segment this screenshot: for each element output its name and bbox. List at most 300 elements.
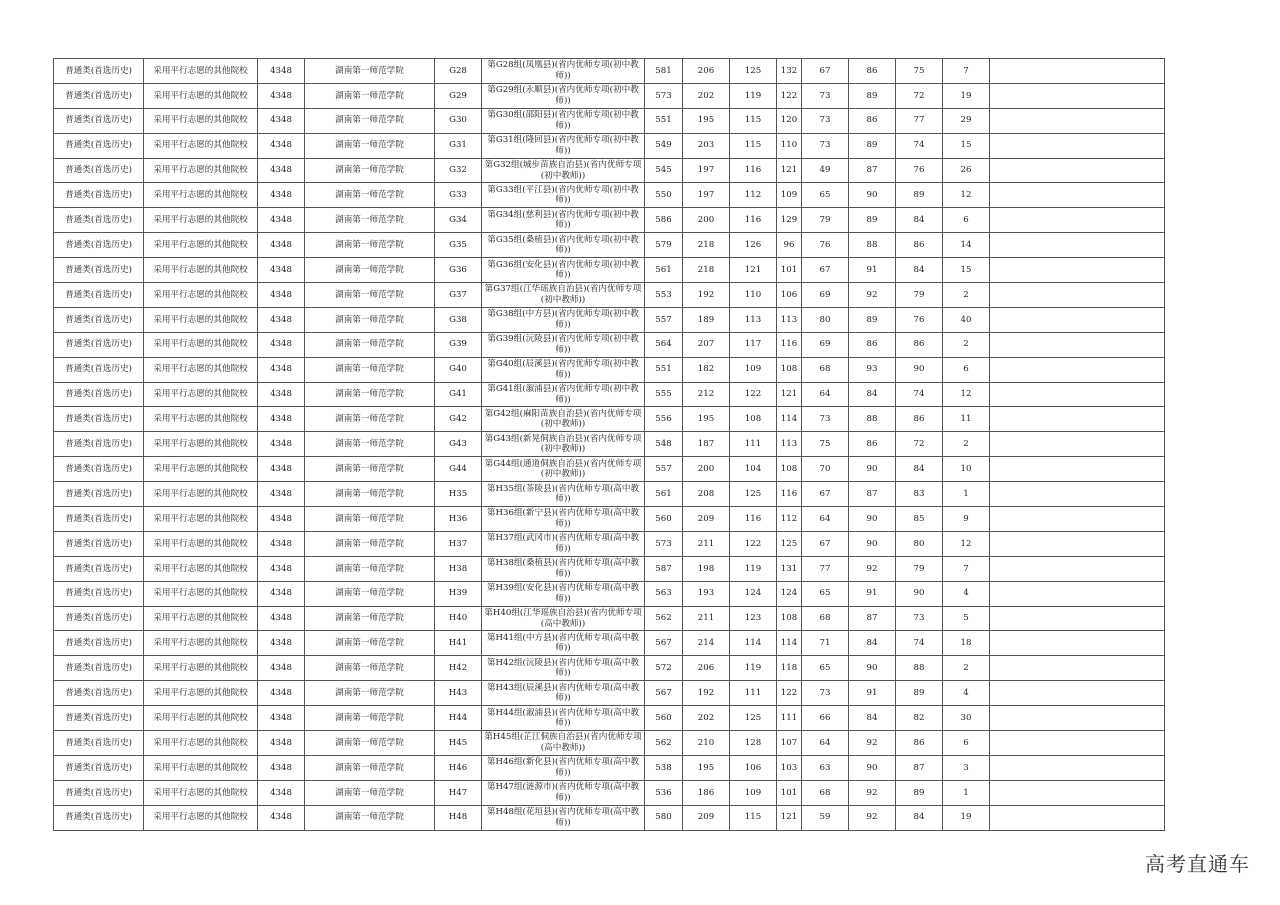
score-col-c-cell: 121: [777, 382, 802, 407]
score-col-e-cell: 90: [849, 507, 896, 532]
school-name-cell: 湖南第一师范学院: [305, 556, 435, 581]
table-row: [54, 183, 1165, 208]
group-name-cell: 第G33组(平江县)(省内优师专项(初中教师)): [482, 183, 645, 208]
school-name-cell: 湖南第一师范学院: [305, 531, 435, 556]
category-cell: 普通类(首选历史): [54, 133, 144, 158]
score-col-a-cell: 200: [683, 457, 730, 482]
count-cell: 9: [943, 507, 990, 532]
batch-cell: 采用平行志愿的其他院校: [144, 382, 258, 407]
category-cell: 普通类(首选历史): [54, 183, 144, 208]
school-code-cell: 4348: [258, 457, 305, 482]
score-col-f-cell: 89: [896, 183, 943, 208]
batch-cell: 采用平行志愿的其他院校: [144, 805, 258, 830]
remark-cell: [990, 357, 1165, 382]
table-row: [54, 332, 1165, 357]
table-row: [54, 258, 1165, 283]
score-col-d-cell: 73: [802, 407, 849, 432]
table-row: [54, 805, 1165, 830]
score-col-f-cell: 80: [896, 531, 943, 556]
category-cell: 普通类(首选历史): [54, 656, 144, 681]
score-col-f-cell: 72: [896, 83, 943, 108]
table-row: [54, 208, 1165, 233]
group-code-cell: H42: [435, 656, 482, 681]
school-name-cell: 湖南第一师范学院: [305, 407, 435, 432]
batch-cell: 采用平行志愿的其他院校: [144, 606, 258, 631]
count-cell: 2: [943, 332, 990, 357]
max-score-cell: 560: [645, 706, 683, 731]
group-code-cell: G34: [435, 208, 482, 233]
school-name-cell: 湖南第一师范学院: [305, 357, 435, 382]
score-col-b-cell: 124: [730, 581, 777, 606]
score-col-c-cell: 113: [777, 307, 802, 332]
group-name-cell: 第H37组(武冈市)(省内优师专项(高中教师)): [482, 531, 645, 556]
score-col-f-cell: 86: [896, 233, 943, 258]
score-col-b-cell: 119: [730, 556, 777, 581]
school-name-cell: 湖南第一师范学院: [305, 457, 435, 482]
table-row: [54, 581, 1165, 606]
score-col-e-cell: 84: [849, 706, 896, 731]
school-name-cell: 湖南第一师范学院: [305, 133, 435, 158]
group-name-cell: 第H48组(花垣县)(省内优师专项(高中教师)): [482, 805, 645, 830]
score-col-a-cell: 211: [683, 606, 730, 631]
score-col-e-cell: 86: [849, 332, 896, 357]
category-cell: 普通类(首选历史): [54, 208, 144, 233]
batch-cell: 采用平行志愿的其他院校: [144, 631, 258, 656]
group-code-cell: G40: [435, 357, 482, 382]
score-col-d-cell: 73: [802, 681, 849, 706]
score-col-a-cell: 212: [683, 382, 730, 407]
score-col-b-cell: 106: [730, 755, 777, 780]
count-cell: 1: [943, 482, 990, 507]
max-score-cell: 562: [645, 606, 683, 631]
score-col-c-cell: 125: [777, 531, 802, 556]
max-score-cell: 561: [645, 258, 683, 283]
score-col-a-cell: 209: [683, 805, 730, 830]
score-col-f-cell: 86: [896, 731, 943, 756]
max-score-cell: 572: [645, 656, 683, 681]
count-cell: 7: [943, 556, 990, 581]
score-col-a-cell: 195: [683, 108, 730, 133]
score-col-f-cell: 76: [896, 307, 943, 332]
score-col-c-cell: 118: [777, 656, 802, 681]
school-name-cell: 湖南第一师范学院: [305, 59, 435, 84]
score-col-f-cell: 86: [896, 407, 943, 432]
score-col-d-cell: 80: [802, 307, 849, 332]
max-score-cell: 536: [645, 780, 683, 805]
score-col-c-cell: 101: [777, 780, 802, 805]
count-cell: 26: [943, 158, 990, 183]
school-name-cell: 湖南第一师范学院: [305, 805, 435, 830]
score-col-b-cell: 123: [730, 606, 777, 631]
score-col-c-cell: 122: [777, 681, 802, 706]
school-name-cell: 湖南第一师范学院: [305, 158, 435, 183]
score-col-d-cell: 49: [802, 158, 849, 183]
batch-cell: 采用平行志愿的其他院校: [144, 258, 258, 283]
score-col-b-cell: 112: [730, 183, 777, 208]
group-code-cell: H43: [435, 681, 482, 706]
score-col-d-cell: 64: [802, 382, 849, 407]
score-col-f-cell: 84: [896, 805, 943, 830]
score-col-e-cell: 90: [849, 656, 896, 681]
table-row: [54, 656, 1165, 681]
max-score-cell: 548: [645, 432, 683, 457]
max-score-cell: 573: [645, 531, 683, 556]
school-name-cell: 湖南第一师范学院: [305, 656, 435, 681]
remark-cell: [990, 208, 1165, 233]
category-cell: 普通类(首选历史): [54, 357, 144, 382]
group-name-cell: 第G29组(永顺县)(省内优师专项(初中教师)): [482, 83, 645, 108]
score-col-b-cell: 126: [730, 233, 777, 258]
school-code-cell: 4348: [258, 108, 305, 133]
category-cell: 普通类(首选历史): [54, 631, 144, 656]
max-score-cell: 560: [645, 507, 683, 532]
school-code-cell: 4348: [258, 482, 305, 507]
score-col-d-cell: 68: [802, 606, 849, 631]
score-col-d-cell: 76: [802, 233, 849, 258]
batch-cell: 采用平行志愿的其他院校: [144, 755, 258, 780]
category-cell: 普通类(首选历史): [54, 780, 144, 805]
score-col-c-cell: 108: [777, 606, 802, 631]
batch-cell: 采用平行志愿的其他院校: [144, 233, 258, 258]
count-cell: 1: [943, 780, 990, 805]
score-col-e-cell: 93: [849, 357, 896, 382]
school-code-cell: 4348: [258, 606, 305, 631]
score-col-d-cell: 65: [802, 656, 849, 681]
group-code-cell: H47: [435, 780, 482, 805]
category-cell: 普通类(首选历史): [54, 258, 144, 283]
group-name-cell: 第G40组(辰溪县)(省内优师专项(初中教师)): [482, 357, 645, 382]
score-col-c-cell: 131: [777, 556, 802, 581]
group-name-cell: 第H46组(新化县)(省内优师专项(高中教师)): [482, 755, 645, 780]
score-col-d-cell: 69: [802, 332, 849, 357]
school-code-cell: 4348: [258, 407, 305, 432]
remark-cell: [990, 556, 1165, 581]
school-code-cell: 4348: [258, 780, 305, 805]
score-col-e-cell: 88: [849, 407, 896, 432]
score-col-f-cell: 72: [896, 432, 943, 457]
score-col-b-cell: 119: [730, 656, 777, 681]
score-col-f-cell: 84: [896, 457, 943, 482]
category-cell: 普通类(首选历史): [54, 332, 144, 357]
school-code-cell: 4348: [258, 706, 305, 731]
table-row: [54, 283, 1165, 308]
count-cell: 2: [943, 432, 990, 457]
score-col-d-cell: 65: [802, 581, 849, 606]
count-cell: 7: [943, 59, 990, 84]
school-code-cell: 4348: [258, 531, 305, 556]
score-col-d-cell: 70: [802, 457, 849, 482]
score-col-e-cell: 87: [849, 606, 896, 631]
score-col-a-cell: 195: [683, 407, 730, 432]
table-row: [54, 556, 1165, 581]
score-col-a-cell: 206: [683, 59, 730, 84]
school-code-cell: 4348: [258, 258, 305, 283]
score-col-c-cell: 122: [777, 83, 802, 108]
batch-cell: 采用平行志愿的其他院校: [144, 283, 258, 308]
count-cell: 4: [943, 581, 990, 606]
score-col-e-cell: 87: [849, 482, 896, 507]
remark-cell: [990, 631, 1165, 656]
score-col-a-cell: 193: [683, 581, 730, 606]
count-cell: 29: [943, 108, 990, 133]
count-cell: 6: [943, 208, 990, 233]
batch-cell: 采用平行志愿的其他院校: [144, 108, 258, 133]
score-col-c-cell: 108: [777, 357, 802, 382]
admission-score-table: [53, 58, 1165, 831]
category-cell: 普通类(首选历史): [54, 482, 144, 507]
score-col-c-cell: 107: [777, 731, 802, 756]
score-col-a-cell: 197: [683, 158, 730, 183]
score-col-e-cell: 86: [849, 108, 896, 133]
count-cell: 30: [943, 706, 990, 731]
count-cell: 12: [943, 382, 990, 407]
batch-cell: 采用平行志愿的其他院校: [144, 307, 258, 332]
group-name-cell: 第G35组(桑植县)(省内优师专项(初中教师)): [482, 233, 645, 258]
category-cell: 普通类(首选历史): [54, 407, 144, 432]
score-col-b-cell: 116: [730, 208, 777, 233]
group-name-cell: 第G30组(邵阳县)(省内优师专项(初中教师)): [482, 108, 645, 133]
score-col-d-cell: 64: [802, 507, 849, 532]
category-cell: 普通类(首选历史): [54, 556, 144, 581]
table-row: [54, 780, 1165, 805]
max-score-cell: 545: [645, 158, 683, 183]
category-cell: 普通类(首选历史): [54, 59, 144, 84]
group-name-cell: 第G31组(隆回县)(省内优师专项(初中教师)): [482, 133, 645, 158]
score-col-e-cell: 92: [849, 780, 896, 805]
table-row: [54, 233, 1165, 258]
category-cell: 普通类(首选历史): [54, 233, 144, 258]
score-col-b-cell: 114: [730, 631, 777, 656]
score-col-d-cell: 68: [802, 780, 849, 805]
table-row: [54, 606, 1165, 631]
table-row: [54, 83, 1165, 108]
count-cell: 3: [943, 755, 990, 780]
score-col-e-cell: 92: [849, 805, 896, 830]
table-row: [54, 755, 1165, 780]
remark-cell: [990, 108, 1165, 133]
score-col-a-cell: 218: [683, 233, 730, 258]
school-name-cell: 湖南第一师范学院: [305, 780, 435, 805]
count-cell: 11: [943, 407, 990, 432]
score-col-c-cell: 116: [777, 482, 802, 507]
table-row: [54, 357, 1165, 382]
count-cell: 14: [943, 233, 990, 258]
score-col-a-cell: 218: [683, 258, 730, 283]
score-col-b-cell: 116: [730, 507, 777, 532]
batch-cell: 采用平行志愿的其他院校: [144, 332, 258, 357]
category-cell: 普通类(首选历史): [54, 681, 144, 706]
count-cell: 4: [943, 681, 990, 706]
score-col-b-cell: 111: [730, 432, 777, 457]
remark-cell: [990, 133, 1165, 158]
score-col-a-cell: 211: [683, 531, 730, 556]
score-col-e-cell: 87: [849, 158, 896, 183]
score-col-d-cell: 68: [802, 357, 849, 382]
score-col-f-cell: 87: [896, 755, 943, 780]
category-cell: 普通类(首选历史): [54, 382, 144, 407]
score-col-e-cell: 92: [849, 556, 896, 581]
score-col-c-cell: 109: [777, 183, 802, 208]
school-name-cell: 湖南第一师范学院: [305, 731, 435, 756]
score-col-f-cell: 85: [896, 507, 943, 532]
score-col-f-cell: 77: [896, 108, 943, 133]
score-col-f-cell: 75: [896, 59, 943, 84]
remark-cell: [990, 233, 1165, 258]
school-code-cell: 4348: [258, 556, 305, 581]
remark-cell: [990, 83, 1165, 108]
batch-cell: 采用平行志愿的其他院校: [144, 158, 258, 183]
group-code-cell: G44: [435, 457, 482, 482]
group-code-cell: G30: [435, 108, 482, 133]
score-col-e-cell: 89: [849, 208, 896, 233]
score-col-f-cell: 74: [896, 631, 943, 656]
category-cell: 普通类(首选历史): [54, 805, 144, 830]
score-col-e-cell: 90: [849, 755, 896, 780]
group-code-cell: G41: [435, 382, 482, 407]
score-col-a-cell: 207: [683, 332, 730, 357]
score-col-a-cell: 189: [683, 307, 730, 332]
score-col-f-cell: 74: [896, 382, 943, 407]
count-cell: 15: [943, 133, 990, 158]
group-name-cell: 第G39组(沅陵县)(省内优师专项(初中教师)): [482, 332, 645, 357]
score-col-a-cell: 209: [683, 507, 730, 532]
score-col-e-cell: 91: [849, 258, 896, 283]
remark-cell: [990, 59, 1165, 84]
school-name-cell: 湖南第一师范学院: [305, 283, 435, 308]
score-col-c-cell: 129: [777, 208, 802, 233]
score-col-b-cell: 108: [730, 407, 777, 432]
category-cell: 普通类(首选历史): [54, 432, 144, 457]
score-col-e-cell: 89: [849, 307, 896, 332]
count-cell: 2: [943, 283, 990, 308]
school-code-cell: 4348: [258, 357, 305, 382]
group-name-cell: 第G42组(麻阳苗族自治县)(省内优师专项(初中教师)): [482, 407, 645, 432]
group-code-cell: H45: [435, 731, 482, 756]
score-col-d-cell: 59: [802, 805, 849, 830]
score-col-d-cell: 66: [802, 706, 849, 731]
batch-cell: 采用平行志愿的其他院校: [144, 656, 258, 681]
category-cell: 普通类(首选历史): [54, 158, 144, 183]
group-code-cell: G43: [435, 432, 482, 457]
group-code-cell: H36: [435, 507, 482, 532]
category-cell: 普通类(首选历史): [54, 755, 144, 780]
score-col-c-cell: 132: [777, 59, 802, 84]
school-code-cell: 4348: [258, 233, 305, 258]
school-name-cell: 湖南第一师范学院: [305, 507, 435, 532]
score-col-d-cell: 67: [802, 258, 849, 283]
group-name-cell: 第G37组(江华瑶族自治县)(省内优师专项(初中教师)): [482, 283, 645, 308]
table-row: [54, 158, 1165, 183]
school-code-cell: 4348: [258, 681, 305, 706]
score-col-d-cell: 69: [802, 283, 849, 308]
score-col-c-cell: 101: [777, 258, 802, 283]
remark-cell: [990, 805, 1165, 830]
score-col-e-cell: 90: [849, 183, 896, 208]
school-name-cell: 湖南第一师范学院: [305, 581, 435, 606]
score-col-e-cell: 92: [849, 731, 896, 756]
remark-cell: [990, 531, 1165, 556]
score-col-f-cell: 83: [896, 482, 943, 507]
group-code-cell: G37: [435, 283, 482, 308]
group-name-cell: 第H39组(安化县)(省内优师专项(高中教师)): [482, 581, 645, 606]
table-row: [54, 482, 1165, 507]
school-code-cell: 4348: [258, 183, 305, 208]
batch-cell: 采用平行志愿的其他院校: [144, 133, 258, 158]
max-score-cell: 562: [645, 731, 683, 756]
remark-cell: [990, 482, 1165, 507]
score-col-f-cell: 73: [896, 606, 943, 631]
category-cell: 普通类(首选历史): [54, 83, 144, 108]
score-col-a-cell: 192: [683, 681, 730, 706]
school-code-cell: 4348: [258, 59, 305, 84]
remark-cell: [990, 432, 1165, 457]
group-code-cell: G38: [435, 307, 482, 332]
school-name-cell: 湖南第一师范学院: [305, 108, 435, 133]
group-name-cell: 第G32组(城步苗族自治县)(省内优师专项(初中教师)): [482, 158, 645, 183]
score-col-e-cell: 84: [849, 382, 896, 407]
school-code-cell: 4348: [258, 581, 305, 606]
table-row: [54, 531, 1165, 556]
group-code-cell: H38: [435, 556, 482, 581]
category-cell: 普通类(首选历史): [54, 531, 144, 556]
score-col-e-cell: 90: [849, 531, 896, 556]
score-col-f-cell: 86: [896, 332, 943, 357]
score-col-c-cell: 110: [777, 133, 802, 158]
score-col-d-cell: 77: [802, 556, 849, 581]
count-cell: 6: [943, 357, 990, 382]
score-col-a-cell: 202: [683, 706, 730, 731]
group-name-cell: 第H38组(桑植县)(省内优师专项(高中教师)): [482, 556, 645, 581]
score-col-b-cell: 121: [730, 258, 777, 283]
table-row: [54, 108, 1165, 133]
score-col-a-cell: 182: [683, 357, 730, 382]
remark-cell: [990, 681, 1165, 706]
group-code-cell: H46: [435, 755, 482, 780]
remark-cell: [990, 307, 1165, 332]
group-name-cell: 第H40组(江华瑶族自治县)(省内优师专项(高中教师)): [482, 606, 645, 631]
score-col-f-cell: 79: [896, 556, 943, 581]
score-col-f-cell: 89: [896, 681, 943, 706]
score-col-f-cell: 89: [896, 780, 943, 805]
score-col-a-cell: 203: [683, 133, 730, 158]
score-col-f-cell: 88: [896, 656, 943, 681]
group-code-cell: H37: [435, 531, 482, 556]
group-name-cell: 第H43组(辰溪县)(省内优师专项(高中教师)): [482, 681, 645, 706]
remark-cell: [990, 581, 1165, 606]
batch-cell: 采用平行志愿的其他院校: [144, 581, 258, 606]
group-name-cell: 第G44组(通道侗族自治县)(省内优师专项(初中教师)): [482, 457, 645, 482]
school-name-cell: 湖南第一师范学院: [305, 681, 435, 706]
score-col-b-cell: 109: [730, 780, 777, 805]
group-name-cell: 第H44组(溆浦县)(省内优师专项(高中教师)): [482, 706, 645, 731]
max-score-cell: 580: [645, 805, 683, 830]
table-body: [54, 59, 1165, 831]
watermark-text: 高考直通车: [1145, 852, 1250, 876]
school-name-cell: 湖南第一师范学院: [305, 83, 435, 108]
count-cell: 10: [943, 457, 990, 482]
remark-cell: [990, 407, 1165, 432]
group-code-cell: G39: [435, 332, 482, 357]
score-col-d-cell: 63: [802, 755, 849, 780]
score-col-e-cell: 90: [849, 457, 896, 482]
score-col-c-cell: 103: [777, 755, 802, 780]
school-code-cell: 4348: [258, 631, 305, 656]
table-row: [54, 307, 1165, 332]
batch-cell: 采用平行志愿的其他院校: [144, 681, 258, 706]
school-name-cell: 湖南第一师范学院: [305, 606, 435, 631]
table-row: [54, 133, 1165, 158]
batch-cell: 采用平行志愿的其他院校: [144, 432, 258, 457]
